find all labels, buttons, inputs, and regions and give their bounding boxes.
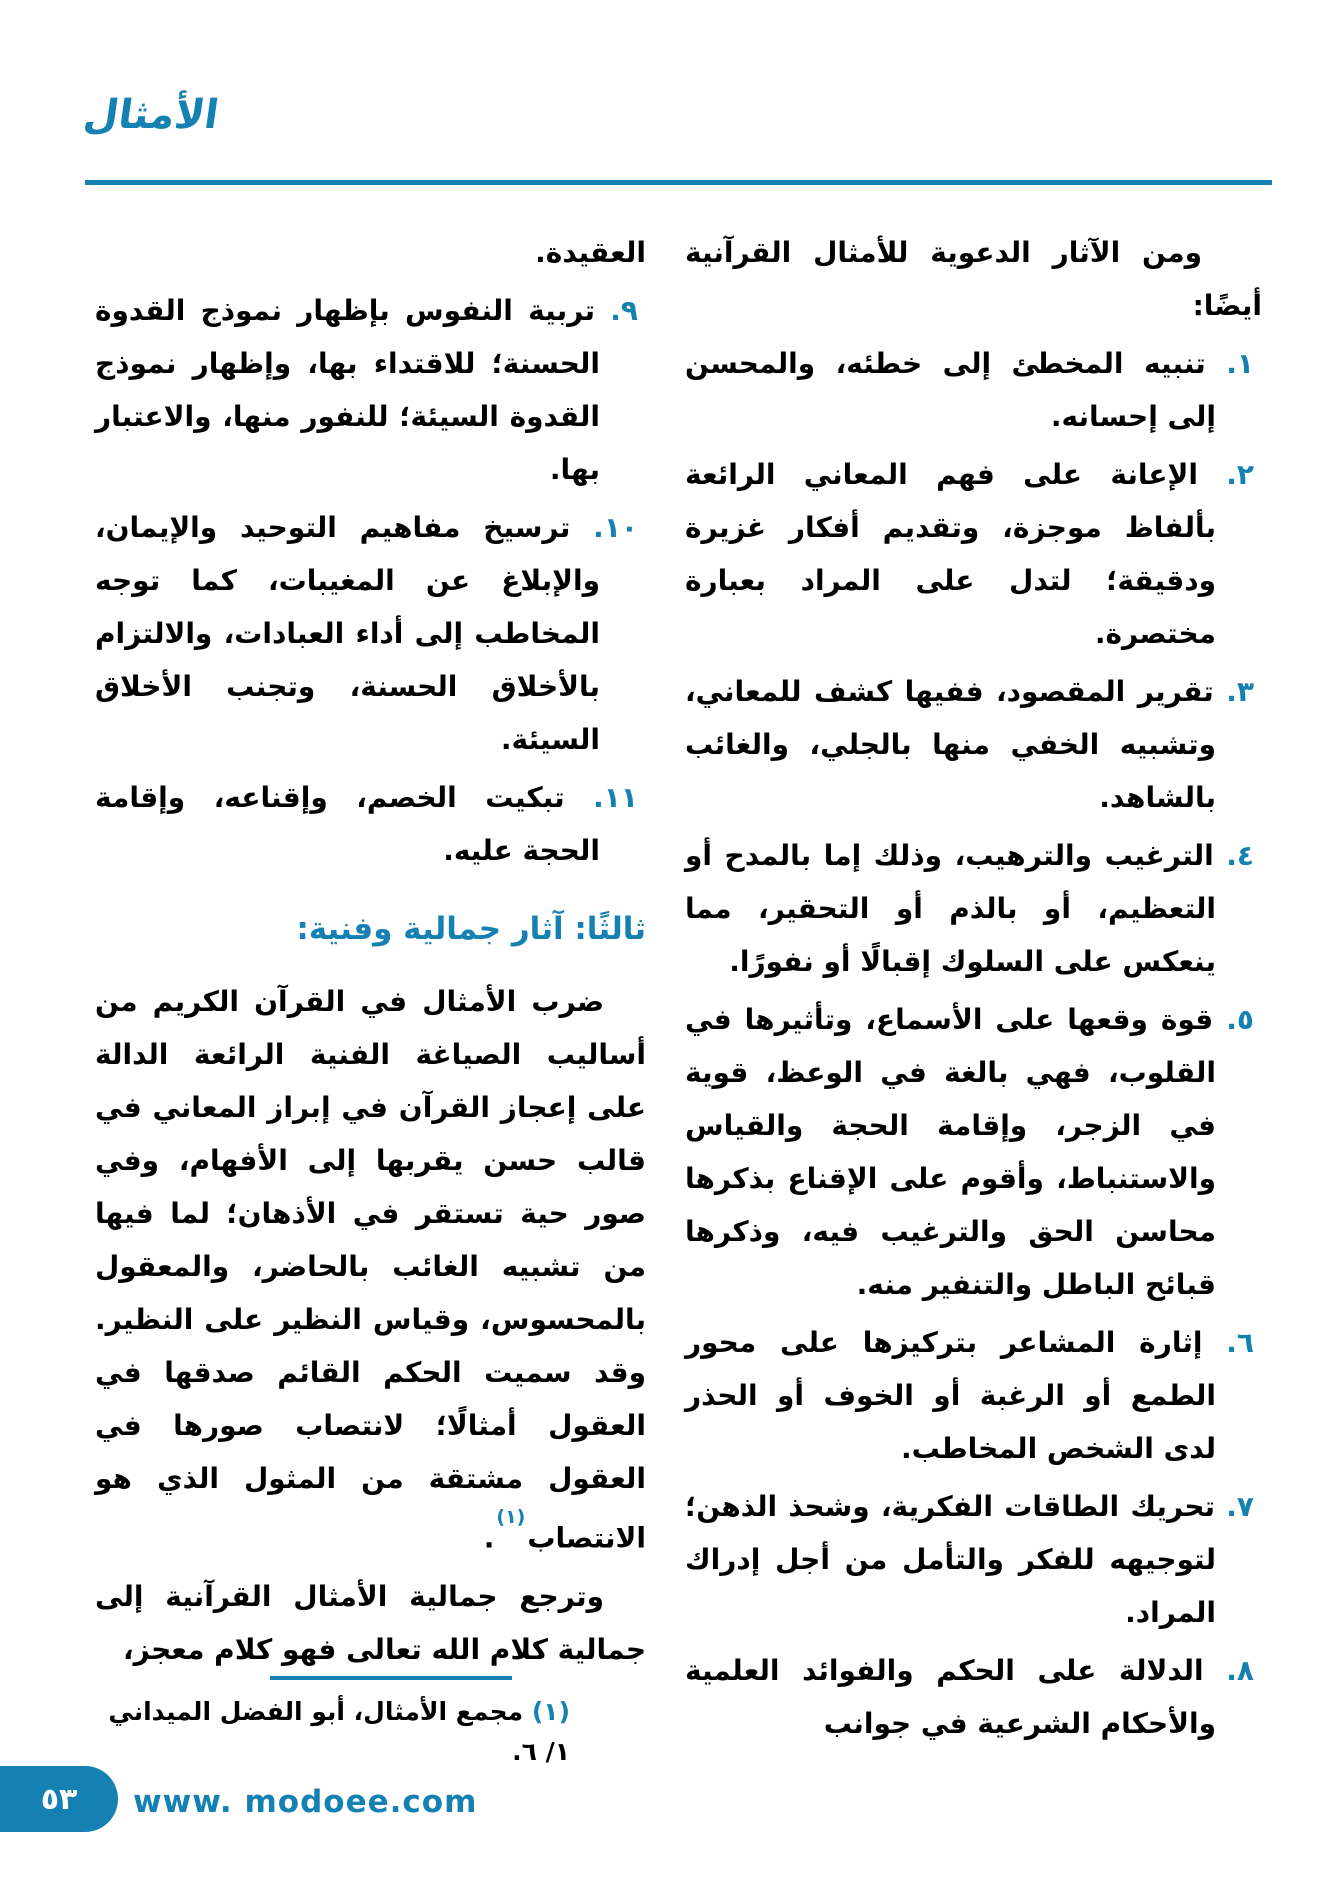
intro-paragraph: ومن الآثار الدعوية للأمثال القرآنية أيضًا:: [685, 236, 1262, 322]
item-number: ٦.: [1202, 1326, 1254, 1359]
item-number: ٩.: [595, 294, 638, 327]
numbered-list-left: [95, 279, 646, 877]
item-number: ١١.: [564, 781, 638, 814]
column-left: [95, 226, 646, 1767]
footnote-rule: [270, 1676, 512, 1680]
item-text: إثارة المشاعر بتركيزها على محور الطمع أو الرغبة أو الخوف أو الحذر لدى الشخص المخاطب.: [685, 1326, 1216, 1465]
item-number: ١.: [1205, 347, 1255, 380]
paragraph-aesthetics-end: .: [483, 1521, 495, 1555]
item-text: تحريك الطاقات الفكرية، وشحذ الذهن؛ لتوجيهه للفكر والتأمل من أجل إدراك المراد.: [685, 1490, 1216, 1629]
item-number: ٧.: [1215, 1490, 1255, 1523]
footnote-citation: مجمع الأمثال، أبو الفضل الميداني ١/ ٦.: [108, 1697, 570, 1767]
item-number: ٢.: [1197, 458, 1254, 491]
item-number: ٥.: [1213, 1003, 1254, 1036]
numbered-item: [685, 993, 1262, 1311]
item-text: تربية النفوس بإظهار نموذج القدوة الحسنة؛ للاقتداء بها، وإظهار نموذج القدوة السيئة؛ للنفور منها، والاعتبار بها.: [95, 294, 600, 486]
item-number: ٨.: [1203, 1654, 1254, 1687]
numbered-item: [685, 665, 1262, 824]
numbered-item: [685, 337, 1262, 443]
page-number: ٥٣: [40, 1781, 78, 1817]
numbered-item: [95, 284, 646, 496]
paragraph-aesthetics-text: ضرب الأمثال في القرآن الكريم من أساليب الصياغة الفنية الرائعة الدالة على إعجاز القرآن في إبراز المعاني في قالب حسن يقربها إلى الأفهام، وفي صور حية تستقر في الأذهان؛ لما فيها من تشبيه الغائب بالحاضر، والمعقول بالمحسوس، وقياس النظير على النظير. وقد سميت الحكم القائم صدقها في العقول أمثالًا؛ لانتصاب صورها في العقول مشتقة من المثول الذي هو الانتصاب: [95, 985, 646, 1555]
numbered-item: [95, 771, 646, 877]
footnote-ref: (١): [496, 1506, 526, 1528]
item-text: قوة وقعها على الأسماع، وتأثيرها في القلوب، فهي بالغة في الوعظ، قوية في الزجر، وإقامة الحجة والقياس والاستنباط، وأقوم على الإقناع بذكرها محاسن الحق والترغيب فيه، وذكرها قبائح الباطل والتنفير منه.: [685, 1003, 1216, 1301]
numbered-item: [685, 1316, 1262, 1475]
numbered-item: [685, 829, 1262, 988]
footnote-marker: (١): [531, 1697, 570, 1727]
paragraph-aesthetics: [95, 975, 646, 1564]
page-header-title: الأمثال: [80, 92, 222, 138]
item-text: ترسيخ مفاهيم التوحيد والإيمان، والإبلاغ عن المغيبات، كما توجه المخاطب إلى أداء العبادات، والالتزام بالأخلاق الحسنة، وتجنب الأخلاق السيئة.: [95, 511, 600, 756]
item-text: الترغيب والترهيب، وذلك إما بالمدح أو التعظيم، أو بالذم أو التحقير، مما ينعكس على السلوك إقبالًا أو نفورًا.: [685, 839, 1216, 978]
column-right: [685, 226, 1262, 1763]
footnote-text: [95, 1692, 570, 1772]
item-text: تقرير المقصود، ففيها كشف للمعاني، وتشبيه الخفي منها بالجلي، والغائب بالشاهد.: [685, 675, 1216, 814]
item-number: ٤.: [1213, 839, 1255, 872]
section-heading: ثالثًا: آثار جمالية وفنية:: [296, 911, 646, 947]
continuation-line: العقيدة.: [535, 236, 646, 269]
footnote-block: [95, 1676, 646, 1772]
numbered-list-right: [685, 337, 1262, 1750]
item-number: ١٠.: [570, 511, 639, 544]
page-body: [95, 226, 1262, 1767]
item-text: تنبيه المخطئ إلى خطئه، والمحسن إلى إحسانه.: [685, 347, 1216, 433]
paragraph-beauty: وترجع جمالية الأمثال القرآنية إلى جمالية كلام الله تعالى فهو كلام معجز،: [95, 1580, 646, 1667]
header-rule: [85, 180, 1272, 185]
numbered-item: [685, 1480, 1262, 1639]
website-url: www. modoee.com: [133, 1784, 478, 1820]
item-text: الدلالة على الحكم والفوائد العلمية والأحكام الشرعية في جوانب: [685, 1654, 1216, 1740]
numbered-item: [685, 448, 1262, 660]
item-text: تبكيت الخصم، وإقناعه، وإقامة الحجة عليه.: [95, 781, 600, 867]
numbered-item: [685, 1644, 1262, 1750]
page-number-badge: [0, 1766, 118, 1832]
numbered-item: [95, 501, 646, 766]
item-number: ٣.: [1213, 675, 1254, 708]
item-text: الإعانة على فهم المعاني الرائعة بألفاظ موجزة، وتقديم أفكار غزيرة ودقيقة؛ لتدل على المراد بعبارة مختصرة.: [685, 458, 1216, 650]
